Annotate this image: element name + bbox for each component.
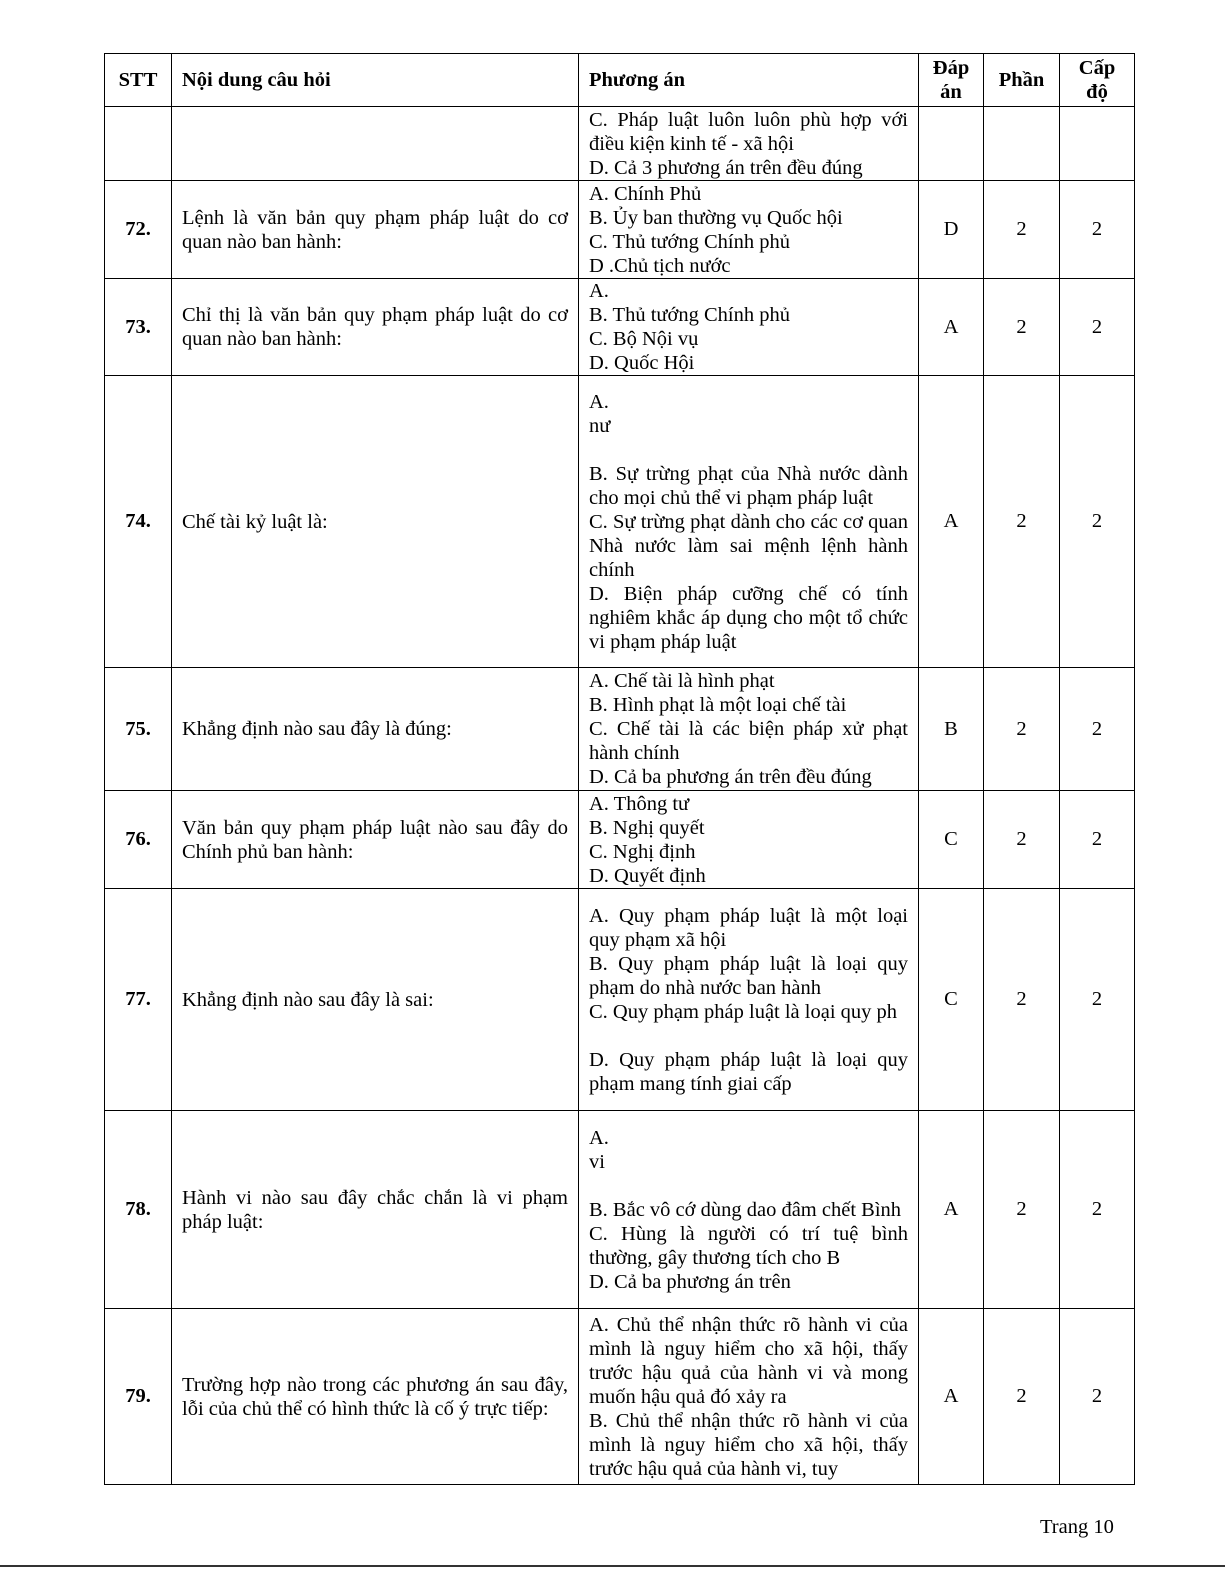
part-value: 2: [984, 1111, 1060, 1309]
question-text: Chỉ thị là văn bản quy phạm pháp luật do cơ quan nào ban hành:: [172, 279, 579, 376]
option-line: B. Sự trừng phạt của Nhà nước dành cho mọi chủ thể vi phạm pháp luật: [589, 462, 908, 509]
table-row: [105, 279, 1135, 376]
answer-key: C: [919, 791, 984, 889]
option-line: C. Chế tài là các biện pháp xử phạt hành chính: [589, 718, 908, 764]
option-line: B. Ủy ban thường vụ Quốc hội: [589, 206, 843, 229]
question-text: Khẳng định nào sau đây là đúng:: [172, 668, 579, 791]
continuation-row: [105, 107, 1135, 181]
level-value: 2: [1060, 376, 1135, 668]
table-row: [105, 889, 1135, 1111]
question-number: 73.: [105, 279, 172, 376]
option-line: B. Nghị quyết: [589, 816, 705, 839]
question-text: Hành vi nào sau đây chắc chắn là vi phạm pháp luật:: [172, 1111, 579, 1309]
option-line: B. Hình phạt là một loại chế tài: [589, 694, 847, 716]
answer-key: C: [919, 889, 984, 1111]
option-line: B. Quy phạm pháp luật là loại quy phạm do nhà nước ban hành: [589, 952, 908, 999]
question-options: [579, 181, 919, 279]
question-options: [579, 791, 919, 889]
option-blank-line: [589, 438, 908, 462]
answer-key: A: [919, 376, 984, 668]
continuation-part: [984, 107, 1060, 181]
option-line: C. Thủ tướng Chính phủ: [589, 230, 790, 253]
option-line: C. Quy phạm pháp luật là loại quy ph: [589, 1000, 898, 1023]
part-value: 2: [984, 376, 1060, 668]
header-stt: STT: [105, 54, 172, 107]
level-value: 2: [1060, 1111, 1135, 1309]
question-options: [579, 1111, 919, 1309]
question-number: 77.: [105, 889, 172, 1111]
option-line: A.: [589, 280, 609, 302]
table-row: [105, 376, 1135, 668]
header-options: Phương án: [579, 54, 919, 107]
question-options: [579, 279, 919, 376]
question-options: [579, 889, 919, 1111]
option-line: A.: [589, 1126, 609, 1149]
header-level-line2: độ: [1086, 81, 1108, 103]
option-line: D. Quy phạm pháp luật là loại quy phạm mang tính giai cấp: [589, 1048, 908, 1095]
option-line: C. Pháp luật luôn luôn phù hợp với điều kiện kinh tế - xã hội: [589, 108, 908, 155]
level-value: 2: [1060, 1309, 1135, 1485]
bottom-divider: [0, 1565, 1225, 1567]
continuation-answer: [919, 107, 984, 181]
question-table: [104, 53, 1135, 1485]
header-answer: [919, 54, 984, 107]
option-line: C. Nghị định: [589, 840, 696, 863]
option-line: A. Chính Phủ: [589, 182, 702, 205]
option-line: A. Thông tư: [589, 792, 690, 815]
part-value: 2: [984, 668, 1060, 791]
option-line: D. Quốc Hội: [589, 352, 695, 374]
question-options: [579, 1309, 919, 1485]
continuation-stt: [105, 107, 172, 181]
question-options: [579, 668, 919, 791]
part-value: 2: [984, 791, 1060, 889]
question-text: Khẳng định nào sau đây là sai:: [172, 889, 579, 1111]
option-line: B. Thủ tướng Chính phủ: [589, 304, 790, 326]
question-options: [579, 376, 919, 668]
header-level-line1: Cấp: [1078, 57, 1116, 79]
question-number: 72.: [105, 181, 172, 279]
option-line: A. Quy phạm pháp luật là một loại quy phạm xã hội: [589, 904, 908, 951]
answer-key: A: [919, 279, 984, 376]
option-line: D. Cả ba phương án trên: [589, 1270, 791, 1293]
level-value: 2: [1060, 791, 1135, 889]
question-text: Chế tài kỷ luật là:: [172, 376, 579, 668]
answer-key: B: [919, 668, 984, 791]
question-number: 76.: [105, 791, 172, 889]
level-value: 2: [1060, 889, 1135, 1111]
option-line: D. Quyết định: [589, 864, 706, 887]
answer-key: A: [919, 1111, 984, 1309]
question-text: Văn bản quy phạm pháp luật nào sau đây do Chính phủ ban hành:: [172, 791, 579, 889]
option-line: B. Chủ thể nhận thức rõ hành vi của mình là nguy hiểm cho xã hội, thấy trước hậu quả của hành vi, tuy: [589, 1409, 908, 1480]
question-number: 74.: [105, 376, 172, 668]
option-line: A.: [589, 390, 609, 413]
table-row: [105, 791, 1135, 889]
question-text: Lệnh là văn bản quy phạm pháp luật do cơ quan nào ban hành:: [172, 181, 579, 279]
option-line: vi: [589, 1150, 605, 1173]
option-line: B. Bắc vô cớ dùng dao đâm chết Bình: [589, 1198, 902, 1221]
table-row: [105, 181, 1135, 279]
option-line: D. Biện pháp cưỡng chế có tính nghiêm khắc áp dụng cho một tổ chức vi phạm pháp luật: [589, 582, 908, 653]
option-line: D. Cả ba phương án trên đều đúng: [589, 766, 872, 788]
header-answer-line2: án: [940, 81, 962, 103]
page-number: Trang 10: [1040, 1516, 1114, 1538]
level-value: 2: [1060, 668, 1135, 791]
option-line: A. Chế tài là hình phạt: [589, 670, 775, 692]
table-header-row: [105, 54, 1135, 107]
level-value: 2: [1060, 181, 1135, 279]
part-value: 2: [984, 1309, 1060, 1485]
continuation-options: [579, 107, 919, 181]
option-line: C. Sự trừng phạt dành cho các cơ quan Nhà nước làm sai mệnh lệnh hành chính: [589, 510, 908, 581]
continuation-question: [172, 107, 579, 181]
option-line: D .Chủ tịch nước: [589, 254, 731, 277]
header-question: Nội dung câu hỏi: [172, 54, 579, 107]
question-text: Trường hợp nào trong các phương án sau đây, lỗi của chủ thể có hình thức là cố ý trực tiếp:: [172, 1309, 579, 1485]
option-line: C. Bộ Nội vụ: [589, 328, 699, 350]
level-value: 2: [1060, 279, 1135, 376]
header-answer-line1: Đáp: [932, 57, 970, 79]
option-line: A. Chủ thể nhận thức rõ hành vi của mình là nguy hiểm cho xã hội, thấy trước hậu quả của hành vi và mong muốn hậu quả đó xảy ra: [589, 1313, 908, 1408]
header-level: [1060, 54, 1135, 107]
option-line: D. Cả 3 phương án trên đều đúng: [589, 156, 863, 179]
question-number: 78.: [105, 1111, 172, 1309]
option-line: C. Hùng là người có trí tuệ bình thường, gây thương tích cho B: [589, 1222, 908, 1269]
question-number: 75.: [105, 668, 172, 791]
answer-key: D: [919, 181, 984, 279]
header-part: Phần: [984, 54, 1060, 107]
table-row: [105, 668, 1135, 791]
part-value: 2: [984, 889, 1060, 1111]
question-number: 79.: [105, 1309, 172, 1485]
option-blank-line: [589, 1024, 908, 1048]
answer-key: A: [919, 1309, 984, 1485]
table-row: [105, 1309, 1135, 1485]
option-line: nư: [589, 414, 611, 437]
part-value: 2: [984, 279, 1060, 376]
option-blank-line: [589, 1174, 908, 1198]
continuation-level: [1060, 107, 1135, 181]
part-value: 2: [984, 181, 1060, 279]
table-row: [105, 1111, 1135, 1309]
